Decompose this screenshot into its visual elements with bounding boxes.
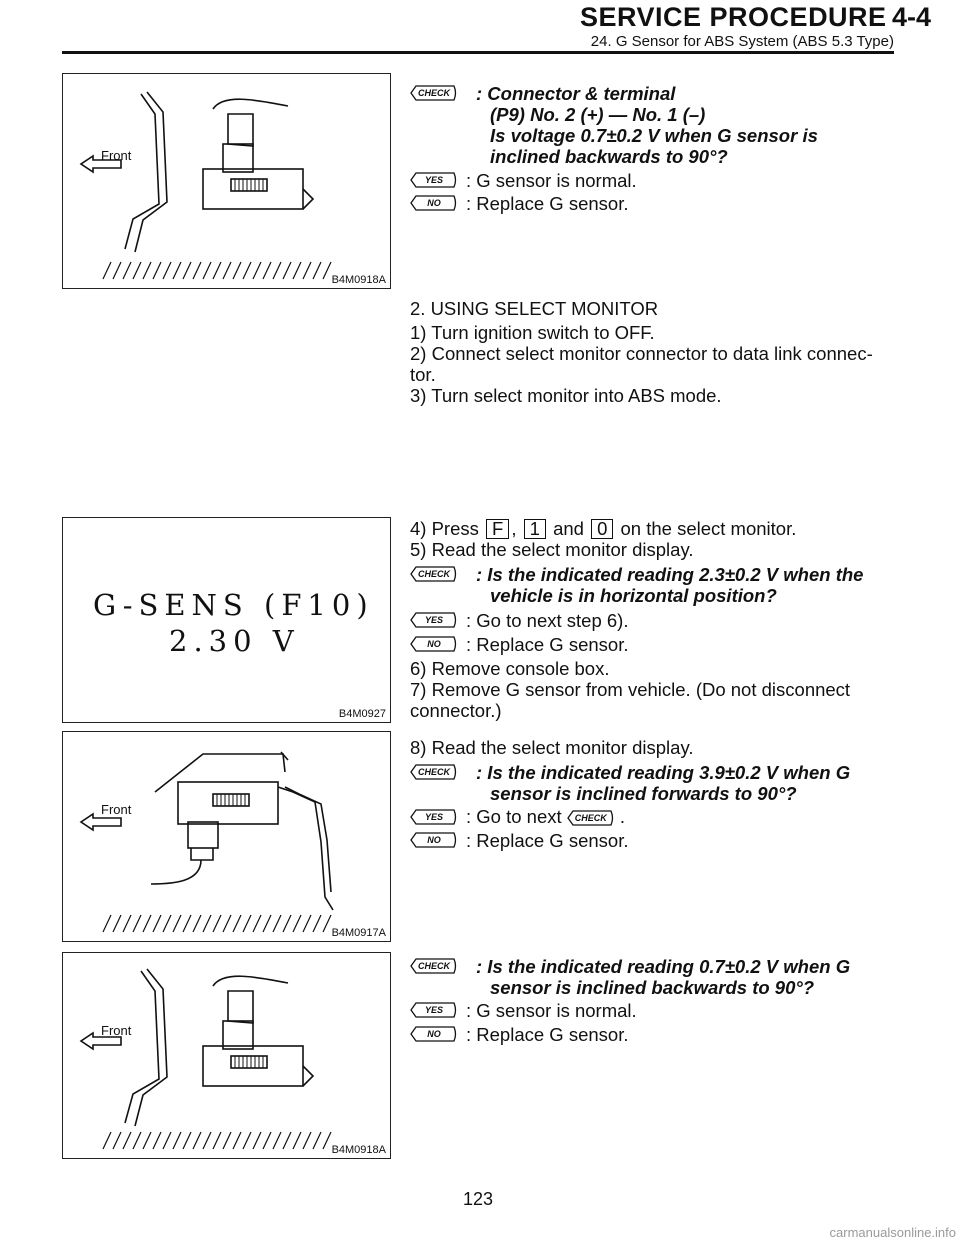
key-0: 0 — [591, 519, 613, 539]
step-text: 2) Connect select monitor connector to data link connec- — [410, 343, 873, 364]
no-badge: NO — [410, 1026, 458, 1042]
display-line-1: G-SENS (F10) — [93, 588, 374, 622]
yes-answer: : G sensor is normal. — [466, 170, 637, 191]
check-badge: CHECK — [410, 85, 458, 101]
yes-answer: : Go to next step 6). — [466, 610, 629, 631]
figure-id: B4M0918A — [331, 274, 386, 286]
question-line: sensor is inclined backwards to 90°? — [490, 977, 815, 998]
question-text: : Is the indicated reading 0.7±0.2 V when G — [476, 956, 851, 977]
question-text: : Is the indicated reading 3.9±0.2 V when G — [476, 762, 851, 783]
figure-id: B4M0927 — [338, 708, 386, 720]
step-6: 6) Remove console box. — [410, 658, 610, 679]
watermark: carmanualsonline.info — [829, 1225, 956, 1240]
question-line: inclined backwards to 90°? — [490, 146, 728, 167]
step-4: 4) Press F , 1 and 0 on the select monitor. — [410, 518, 797, 539]
g-sensor-drawing — [63, 953, 390, 1158]
question-line: (P9) No. 2 (+) — No. 1 (–) — [490, 104, 706, 125]
question-line: sensor is inclined forwards to 90°? — [490, 783, 797, 804]
header-rule — [62, 51, 894, 54]
section-heading: 2. USING SELECT MONITOR — [410, 298, 659, 319]
g-sensor-drawing — [63, 732, 390, 941]
section-number: 4-4 — [892, 2, 932, 32]
figure-id: B4M0917A — [331, 927, 386, 939]
yes-badge: YES — [410, 172, 458, 188]
question-text: : Is the indicated reading 2.3±0.2 V when the — [476, 564, 864, 585]
front-label: Front — [101, 1023, 132, 1038]
no-answer: : Replace G sensor. — [466, 634, 629, 655]
key-f: F — [486, 519, 509, 539]
yes-answer: : Go to next CHECK . — [466, 806, 626, 827]
figure-id: B4M0918A — [331, 1144, 386, 1156]
section-title: SERVICE PROCEDURE — [580, 2, 887, 32]
check-badge: CHECK — [410, 566, 458, 582]
check-badge: CHECK — [410, 958, 458, 974]
page-number: 123 — [463, 1189, 494, 1209]
front-label: Front — [101, 148, 132, 163]
check-badge-inline[interactable]: CHECK — [567, 810, 615, 826]
front-label: Front — [101, 802, 132, 817]
question-line: Is voltage 0.7±0.2 V when G sensor is — [490, 125, 818, 146]
yes-badge: YES — [410, 1002, 458, 1018]
g-sensor-drawing — [63, 74, 390, 288]
display-line-2: 2.30 V — [169, 624, 300, 658]
yes-badge: YES — [410, 612, 458, 628]
no-badge: NO — [410, 195, 458, 211]
question-line: vehicle is in horizontal position? — [490, 585, 777, 606]
figure-g-sensor-backward — [62, 73, 391, 289]
figure-g-sensor-backward-2 — [62, 952, 391, 1159]
yes-badge: YES — [410, 809, 458, 825]
figure-g-sensor-forward — [62, 731, 391, 942]
figure-monitor-display — [62, 517, 391, 723]
key-1: 1 — [524, 519, 546, 539]
step-text: tor. — [410, 364, 436, 385]
no-answer: : Replace G sensor. — [466, 193, 629, 214]
no-badge: NO — [410, 636, 458, 652]
yes-answer: : G sensor is normal. — [466, 1000, 637, 1021]
question-text: : Connector & terminal — [476, 83, 676, 104]
no-badge: NO — [410, 832, 458, 848]
no-answer: : Replace G sensor. — [466, 830, 629, 851]
step-7: 7) Remove G sensor from vehicle. (Do not disconnect — [410, 679, 851, 700]
step-text: 3) Turn select monitor into ABS mode. — [410, 385, 722, 406]
step-7-cont: connector.) — [410, 700, 502, 721]
check-badge: CHECK — [410, 764, 458, 780]
step-text: 1) Turn ignition switch to OFF. — [410, 322, 655, 343]
section-subtitle: 24. G Sensor for ABS System (ABS 5.3 Type) — [590, 33, 894, 50]
step-5: 5) Read the select monitor display. — [410, 539, 694, 560]
no-answer: : Replace G sensor. — [466, 1024, 629, 1045]
step-8: 8) Read the select monitor display. — [410, 737, 694, 758]
